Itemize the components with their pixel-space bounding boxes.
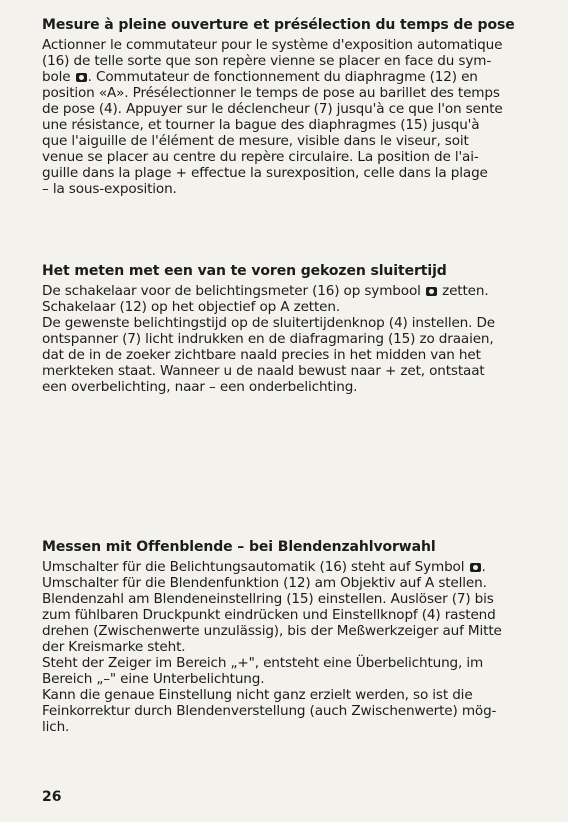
text-line [42, 283, 554, 299]
text-line: ontspanner (7) licht indrukken en de diafragmaring (15) zo draaien, [42, 331, 494, 347]
text-line: Steht der Zeiger im Bereich „+", entsteht eine Überbelichtung, im [42, 655, 484, 671]
exposure-symbol-icon [426, 287, 437, 296]
text-fragment: . Commutateur de fonctionnement du diaphragme (12) en [87, 69, 478, 85]
text-fragment: Umschalter für die Belichtungsautomatik (16) steht auf Symbol [42, 559, 465, 575]
paragraph-dutch [42, 283, 554, 395]
text-line: drehen (Zwischenwerte unzulässig), bis der Meßwerkzeiger auf Mitte [42, 623, 502, 639]
text-line: De gewenste belichtingstijd op de sluitertijdenknop (4) instellen. De [42, 315, 495, 331]
text-fragment: zetten. [442, 283, 489, 299]
text-line: position «A». Présélectionner le temps de pose au barillet des temps [42, 85, 500, 101]
text-line: merkteken staat. Wanneer u de naald bewust naar + zet, ontstaat [42, 363, 485, 379]
section-heading-french: Mesure à pleine ouverture et présélection du temps de pose [42, 17, 515, 33]
text-line: Kann die genaue Einstellung nicht ganz erzielt werden, so ist die [42, 687, 473, 703]
text-line: guille dans la plage + effectue la surexposition, celle dans la plage [42, 165, 488, 181]
page-number: 26 [42, 789, 62, 805]
text-line: dat de in de zoeker zichtbare naald precies in het midden van het [42, 347, 481, 363]
text-line: Feinkorrektur durch Blendenverstellung (auch Zwischenwerte) mög- [42, 703, 497, 719]
text-line: Actionner le commutateur pour le système d'exposition automatique [42, 37, 503, 53]
section-french [42, 16, 554, 197]
text-fragment: . [481, 559, 486, 575]
text-line: Schakelaar (12) op het objectief op A zetten. [42, 299, 341, 315]
paragraph-french [42, 37, 554, 197]
text-line [42, 559, 554, 575]
text-line: (16) de telle sorte que son repère vienne se placer en face du sym- [42, 53, 492, 69]
text-line: lich. [42, 719, 70, 735]
text-line: que l'aiguille de l'élément de mesure, visible dans le viseur, soit [42, 133, 469, 149]
text-line: venue se placer au centre du repère circulaire. La position de l'ai- [42, 149, 479, 165]
text-line: een overbelichting, naar – een onderbelichting. [42, 379, 358, 395]
text-line: zum fühlbaren Druckpunkt eindrücken und Einstellknopf (4) rastend [42, 607, 496, 623]
text-line [42, 69, 554, 85]
text-line: de pose (4). Appuyer sur le déclencheur (7) jusqu'à ce que l'on sente [42, 101, 503, 117]
section-heading-dutch: Het meten met een van te voren gekozen sluitertijd [42, 263, 447, 279]
text-line: une résistance, et tourner la bague des diaphragmes (15) jusqu'à [42, 117, 480, 133]
section-dutch [42, 262, 554, 395]
text-line: Umschalter für die Blendenfunktion (12) am Objektiv auf A stellen. [42, 575, 487, 591]
paragraph-german [42, 559, 554, 735]
text-fragment: bole [42, 69, 71, 85]
section-heading-german: Messen mit Offenblende – bei Blendenzahlvorwahl [42, 539, 436, 555]
section-german [42, 538, 554, 735]
exposure-symbol-icon [76, 73, 87, 82]
exposure-symbol-icon [470, 563, 481, 572]
text-line: – la sous-exposition. [42, 181, 177, 197]
text-line: Blendenzahl am Blendeneinstellring (15) einstellen. Auslöser (7) bis [42, 591, 494, 607]
text-line: der Kreismarke steht. [42, 639, 186, 655]
text-line: Bereich „–" eine Unterbelichtung. [42, 671, 265, 687]
text-fragment: De schakelaar voor de belichtingsmeter (16) op symbool [42, 283, 421, 299]
